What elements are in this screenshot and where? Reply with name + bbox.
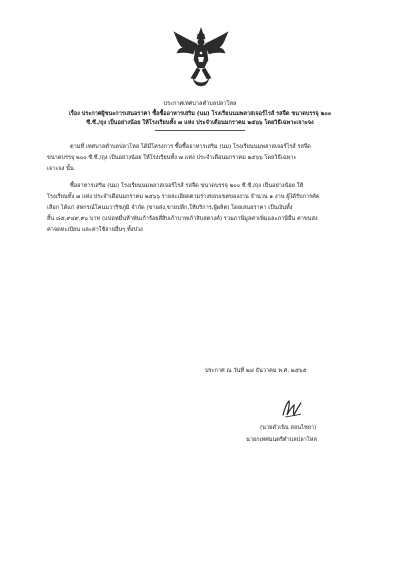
paragraph-2-line-5: ค่าจดทะเบียน และค่าใช้จ่ายอื่นๆ ทั้งปวง — [47, 227, 143, 233]
paragraph-2-line-3: เลือก ได้แก่ สหกรณ์โคนมวาริชภูมิ จำกัด (ขายส่ง,ขายปลีก,ให้บริการ,ผู้ผลิต) โดยเสนอราคา เป็นเงินทั้ง — [47, 205, 293, 211]
signer-title: นายกเทศมนตรีตำบลปลาโหล — [246, 437, 317, 443]
document-subject-line-1: เรื่อง ประกาศผู้ชนะการเสนอราคา ซื้อซื้ออาหารเสริม (นม) โรงเรียนนมพลาสเจอร์ไรส์ รสจืด ขนาดบรรจุ ๒๐๐ — [68, 111, 332, 117]
garuda-emblem-icon — [171, 26, 231, 88]
signer-name: (นายดำเนิน สอนไชยา) — [260, 425, 317, 431]
paragraph-1-line-1: ตามที่ เทศบาลตำบลปลาโหล ได้มีโครงการ ซื้อซื้ออาหารเสริม (นม) โรงเรียนนมพลาสเจอร์ไรส์ รสจืด — [70, 144, 311, 150]
paragraph-2-line-2: โรงเรียนทั้ง ๗ แห่ง ประจำเดือนมกราคม ๒๕๖๖ รายละเอียดตามร่างขอบเขตของงาน จำนวน ๑ งาน ผู้ได้รับการคัด — [47, 194, 320, 200]
paragraph-1-line-3: เจาะจง นั้น — [47, 166, 74, 172]
announcement-date: ประกาศ ณ วันที่ ๒๘ ธันวาคม พ.ศ. ๒๕๖๕ — [205, 368, 307, 374]
document-org-title: ประกาศเทศบาลตำบลปลาโหล — [163, 101, 237, 107]
paragraph-1-line-2: ขนาดบรรจุ ๒๐๐ ซี.ซี./ถุง เป็นอย่างน้อย ให้โรงเรียนทั้ง ๗ แห่ง ประจำเดือนมกราคม ๒๕๖๖ โดยวิธีเฉพาะ — [47, 155, 297, 161]
paragraph-2-line-1: ซื้ออาหารเสริม (นม) โรงเรียนนมพลาสเจอร์ไรส์ รสจืด ขนาดบรรจุ ๒๐๐ ซี.ซี./ถุง เป็นอย่างน้อย ให้ — [70, 183, 304, 189]
document-subject-line-2: ซี.ซี./ถุง เป็นอย่างน้อย ให้โรงเรียนทั้ง ๗ แห่ง ประจำเดือนมกราคม ๒๕๖๖ โดยวิธีเฉพาะเจาะจง — [86, 120, 314, 126]
header-divider — [155, 130, 245, 131]
paragraph-2-line-4: สิ้น ๘๕,๙๔๙.๙๐ บาท (แปดหมื่นห้าพันเก้าร้อยสี่สิบเก้าบาทเก้าสิบสตางค์) รวมภาษีมูลค่าเพิ่มและภาษีอื่น ค่าขนส่ง — [47, 216, 318, 222]
signature-icon — [279, 397, 305, 421]
